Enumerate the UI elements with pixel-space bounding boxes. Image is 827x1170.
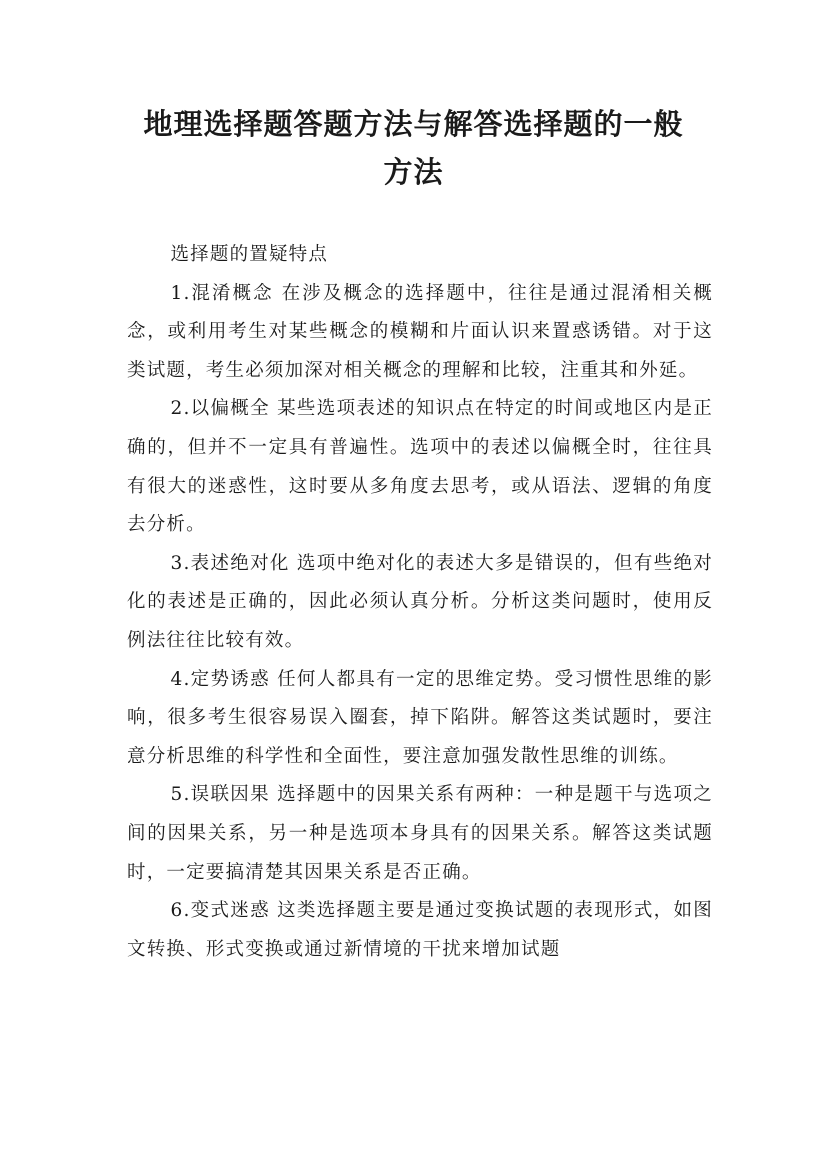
paragraph-4: 4.定势诱惑 任何人都具有一定的思维定势。受习惯性思维的影响，很多考生很容易误入圈套，掉下陷阱。解答这类试题时，要注意分析思维的科学性和全面性，要注意加强发散性思维的训练。: [127, 668, 713, 767]
document-body: [127, 236, 713, 969]
paragraph-5: 5.误联因果 选择题中的因果关系有两种：一种是题干与选项之间的因果关系，另一种是选项本身具有的因果关系。解答这类试题时，一定要搞清楚其因果关系是否正确。: [127, 784, 713, 883]
paragraph-6: 6.变式迷惑 这类选择题主要是通过变换试题的表现形式，如图文转换、形式变换或通过新情境的干扰来增加试题: [127, 900, 713, 960]
paragraph-2: 2.以偏概全 某些选项表述的知识点在特定的时间或地区内是正确的，但并不一定具有普遍性。选项中的表述以偏概全时，往往具有很大的迷惑性，这时要从多角度去思考，或从语法、逻辑的角度去分析。: [127, 398, 713, 536]
title-line-2: 方法: [383, 155, 444, 189]
document-title: [110, 100, 717, 196]
title-line-1: 地理选择题答题方法与解答选择题的一般: [143, 107, 684, 141]
paragraph-1: 1.混淆概念 在涉及概念的选择题中，往往是通过混淆相关概念，或利用考生对某些概念的模糊和片面认识来置惑诱错。对于这类试题，考生必须加深对相关概念的理解和比较，注重其和外延。: [127, 282, 713, 381]
paragraph-3: 3.表述绝对化 选项中绝对化的表述大多是错误的，但有些绝对化的表述是正确的，因此必须认真分析。分析这类问题时，使用反例法往往比较有效。: [127, 552, 713, 651]
section-subheading: 选择题的置疑特点: [170, 244, 329, 265]
